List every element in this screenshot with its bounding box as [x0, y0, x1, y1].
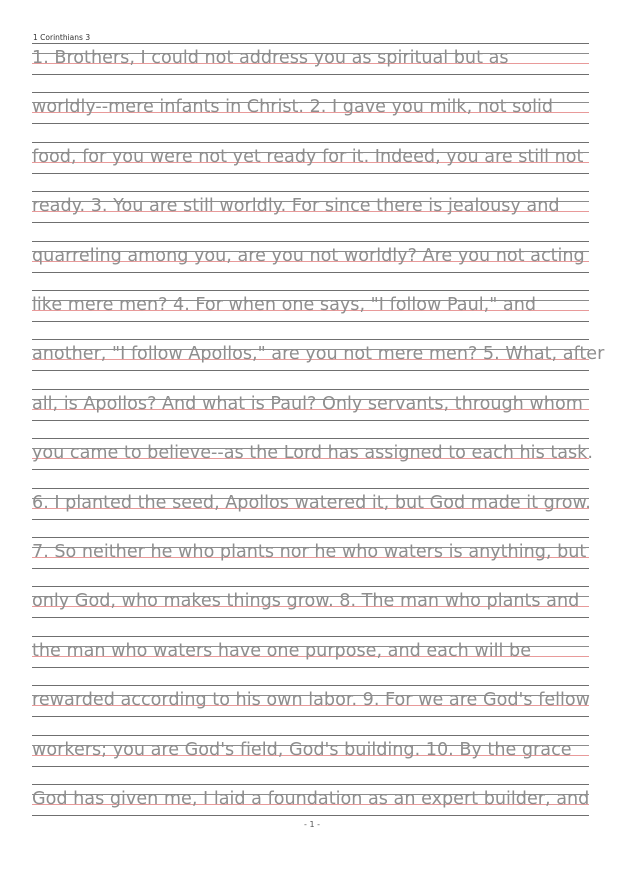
bottom-guide-line: [32, 716, 589, 717]
top-guide-line: [32, 537, 589, 538]
practice-line: [32, 586, 589, 618]
practice-line: [32, 438, 593, 470]
page-title: 1 Corinthians 3: [33, 33, 91, 42]
top-guide-line: [32, 43, 589, 44]
bottom-guide-line: [32, 568, 589, 569]
practice-line: [32, 290, 589, 322]
bottom-guide-line: [32, 321, 589, 322]
trace-text: 7. So neither he who plants nor he who waters is anything, but: [32, 542, 587, 562]
trace-text: rewarded according to his own labor. 9. For we are God's fellow: [32, 690, 591, 711]
trace-text: the man who waters have one purpose, and each will be: [32, 640, 532, 661]
top-guide-line: [32, 389, 589, 390]
bottom-guide-line: [32, 617, 589, 618]
bottom-guide-line: [32, 766, 589, 767]
top-guide-line: [32, 339, 589, 340]
bottom-guide-line: [32, 370, 589, 371]
top-guide-line: [32, 241, 589, 242]
top-guide-line: [32, 784, 589, 785]
top-guide-line: [32, 735, 589, 736]
trace-text: another, "I follow Apollos," are you not mere men? 5. What, after: [32, 344, 605, 365]
trace-text: ready. 3. You are still worldly. For since there is jealousy and: [32, 196, 560, 217]
practice-line: [32, 537, 589, 569]
top-guide-line: [32, 586, 589, 587]
trace-text: you came to believe--as the Lord has assigned to each his task.: [32, 443, 593, 464]
practice-line: [32, 241, 589, 273]
trace-text: 6. I planted the seed, Apollos watered it, but God made it grow.: [32, 492, 591, 513]
practice-line: [32, 389, 589, 421]
top-guide-line: [32, 488, 589, 489]
bottom-guide-line: [32, 272, 589, 273]
top-guide-line: [32, 191, 589, 192]
practice-line: [32, 636, 589, 668]
top-guide-line: [32, 636, 589, 637]
bottom-guide-line: [32, 667, 589, 668]
bottom-guide-line: [32, 123, 589, 124]
practice-line: [32, 142, 589, 174]
top-guide-line: [32, 290, 589, 291]
trace-text: workers; you are God's field, God's building. 10. By the grace: [32, 739, 572, 760]
practice-line: [32, 191, 589, 223]
practice-line: [32, 685, 589, 717]
practice-line: [32, 339, 605, 371]
practice-line: [32, 488, 589, 520]
practice-line: [32, 43, 589, 75]
bottom-guide-line: [32, 173, 589, 174]
trace-text: 1. Brothers, I could not address you as spiritual but as: [32, 48, 509, 68]
trace-text: worldly--mere infants in Christ. 2. I gave you milk, not solid: [32, 97, 554, 118]
bottom-guide-line: [32, 420, 589, 421]
practice-line: [32, 92, 589, 124]
trace-text: like mere men? 4. For when one says, "I follow Paul," and: [32, 295, 537, 315]
top-guide-line: [32, 92, 589, 93]
bottom-guide-line: [32, 815, 589, 816]
bottom-guide-line: [32, 74, 589, 75]
bottom-guide-line: [32, 469, 589, 470]
trace-text: only God, who makes things grow. 8. The man who plants and: [32, 591, 580, 612]
bottom-guide-line: [32, 222, 589, 223]
bottom-guide-line: [32, 519, 589, 520]
top-guide-line: [32, 142, 589, 143]
practice-line: [32, 784, 589, 816]
trace-text: quarreling among you, are you not worldly? Are you not acting: [32, 245, 585, 266]
trace-text: food, for you were not yet ready for it. Indeed, you are still not: [32, 146, 584, 167]
top-guide-line: [32, 438, 589, 439]
trace-text: God has given me, I laid a foundation as an expert builder, and: [32, 789, 590, 809]
page-number: - 1 -: [304, 820, 320, 829]
practice-line: [32, 735, 589, 767]
top-guide-line: [32, 685, 589, 686]
trace-text: all, is Apollos? And what is Paul? Only servants, through whom: [32, 393, 583, 414]
